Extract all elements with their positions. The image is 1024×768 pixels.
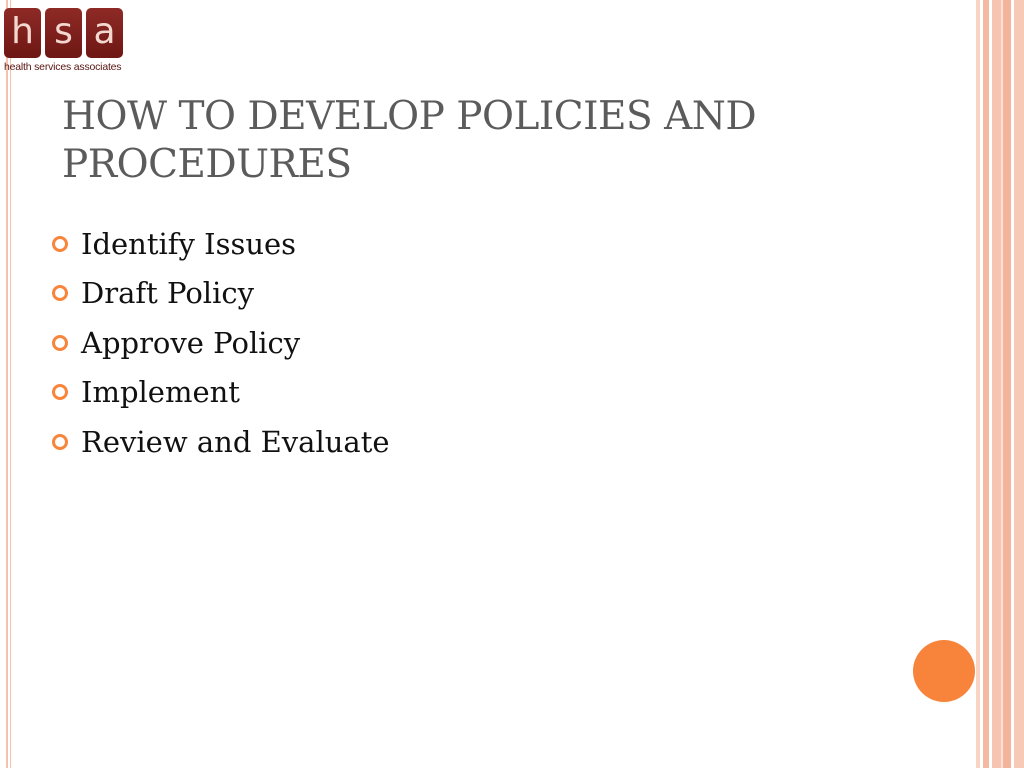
hsa-logo — [4, 8, 128, 76]
bullet-item-identify-issues — [52, 219, 390, 269]
logo-tiles — [4, 8, 128, 58]
left-border-stripe — [6, 0, 8, 768]
logo-tile-a: a — [86, 8, 123, 58]
bullet-text: Approve Policy — [81, 325, 301, 360]
bullet-text: Implement — [81, 375, 240, 410]
bullet-item-review-and-evaluate — [52, 417, 390, 467]
logo-tagline: health services associates — [4, 61, 122, 73]
bullet-text: Identify Issues — [81, 226, 297, 261]
bullet-list — [52, 219, 390, 467]
bullet-item-draft-policy — [52, 269, 390, 319]
orange-circle-decoration — [913, 640, 975, 702]
hollow-circle-bullet-icon — [52, 434, 68, 450]
hollow-circle-bullet-icon — [52, 285, 68, 301]
bullet-item-approve-policy — [52, 318, 390, 368]
bullet-text: Review and Evaluate — [81, 424, 390, 459]
hollow-circle-bullet-icon — [52, 335, 68, 351]
hollow-circle-bullet-icon — [52, 384, 68, 400]
slide-title: HOW TO DEVELOP POLICIES AND PROCEDURES — [62, 94, 757, 187]
logo-tile-s: s — [45, 8, 82, 58]
logo-tile-h: h — [4, 8, 41, 58]
hollow-circle-bullet-icon — [52, 236, 68, 252]
right-decorative-border — [976, 0, 1024, 768]
bullet-item-implement — [52, 368, 390, 418]
bullet-text: Draft Policy — [81, 276, 254, 311]
left-border-stripe-thin — [10, 0, 11, 768]
